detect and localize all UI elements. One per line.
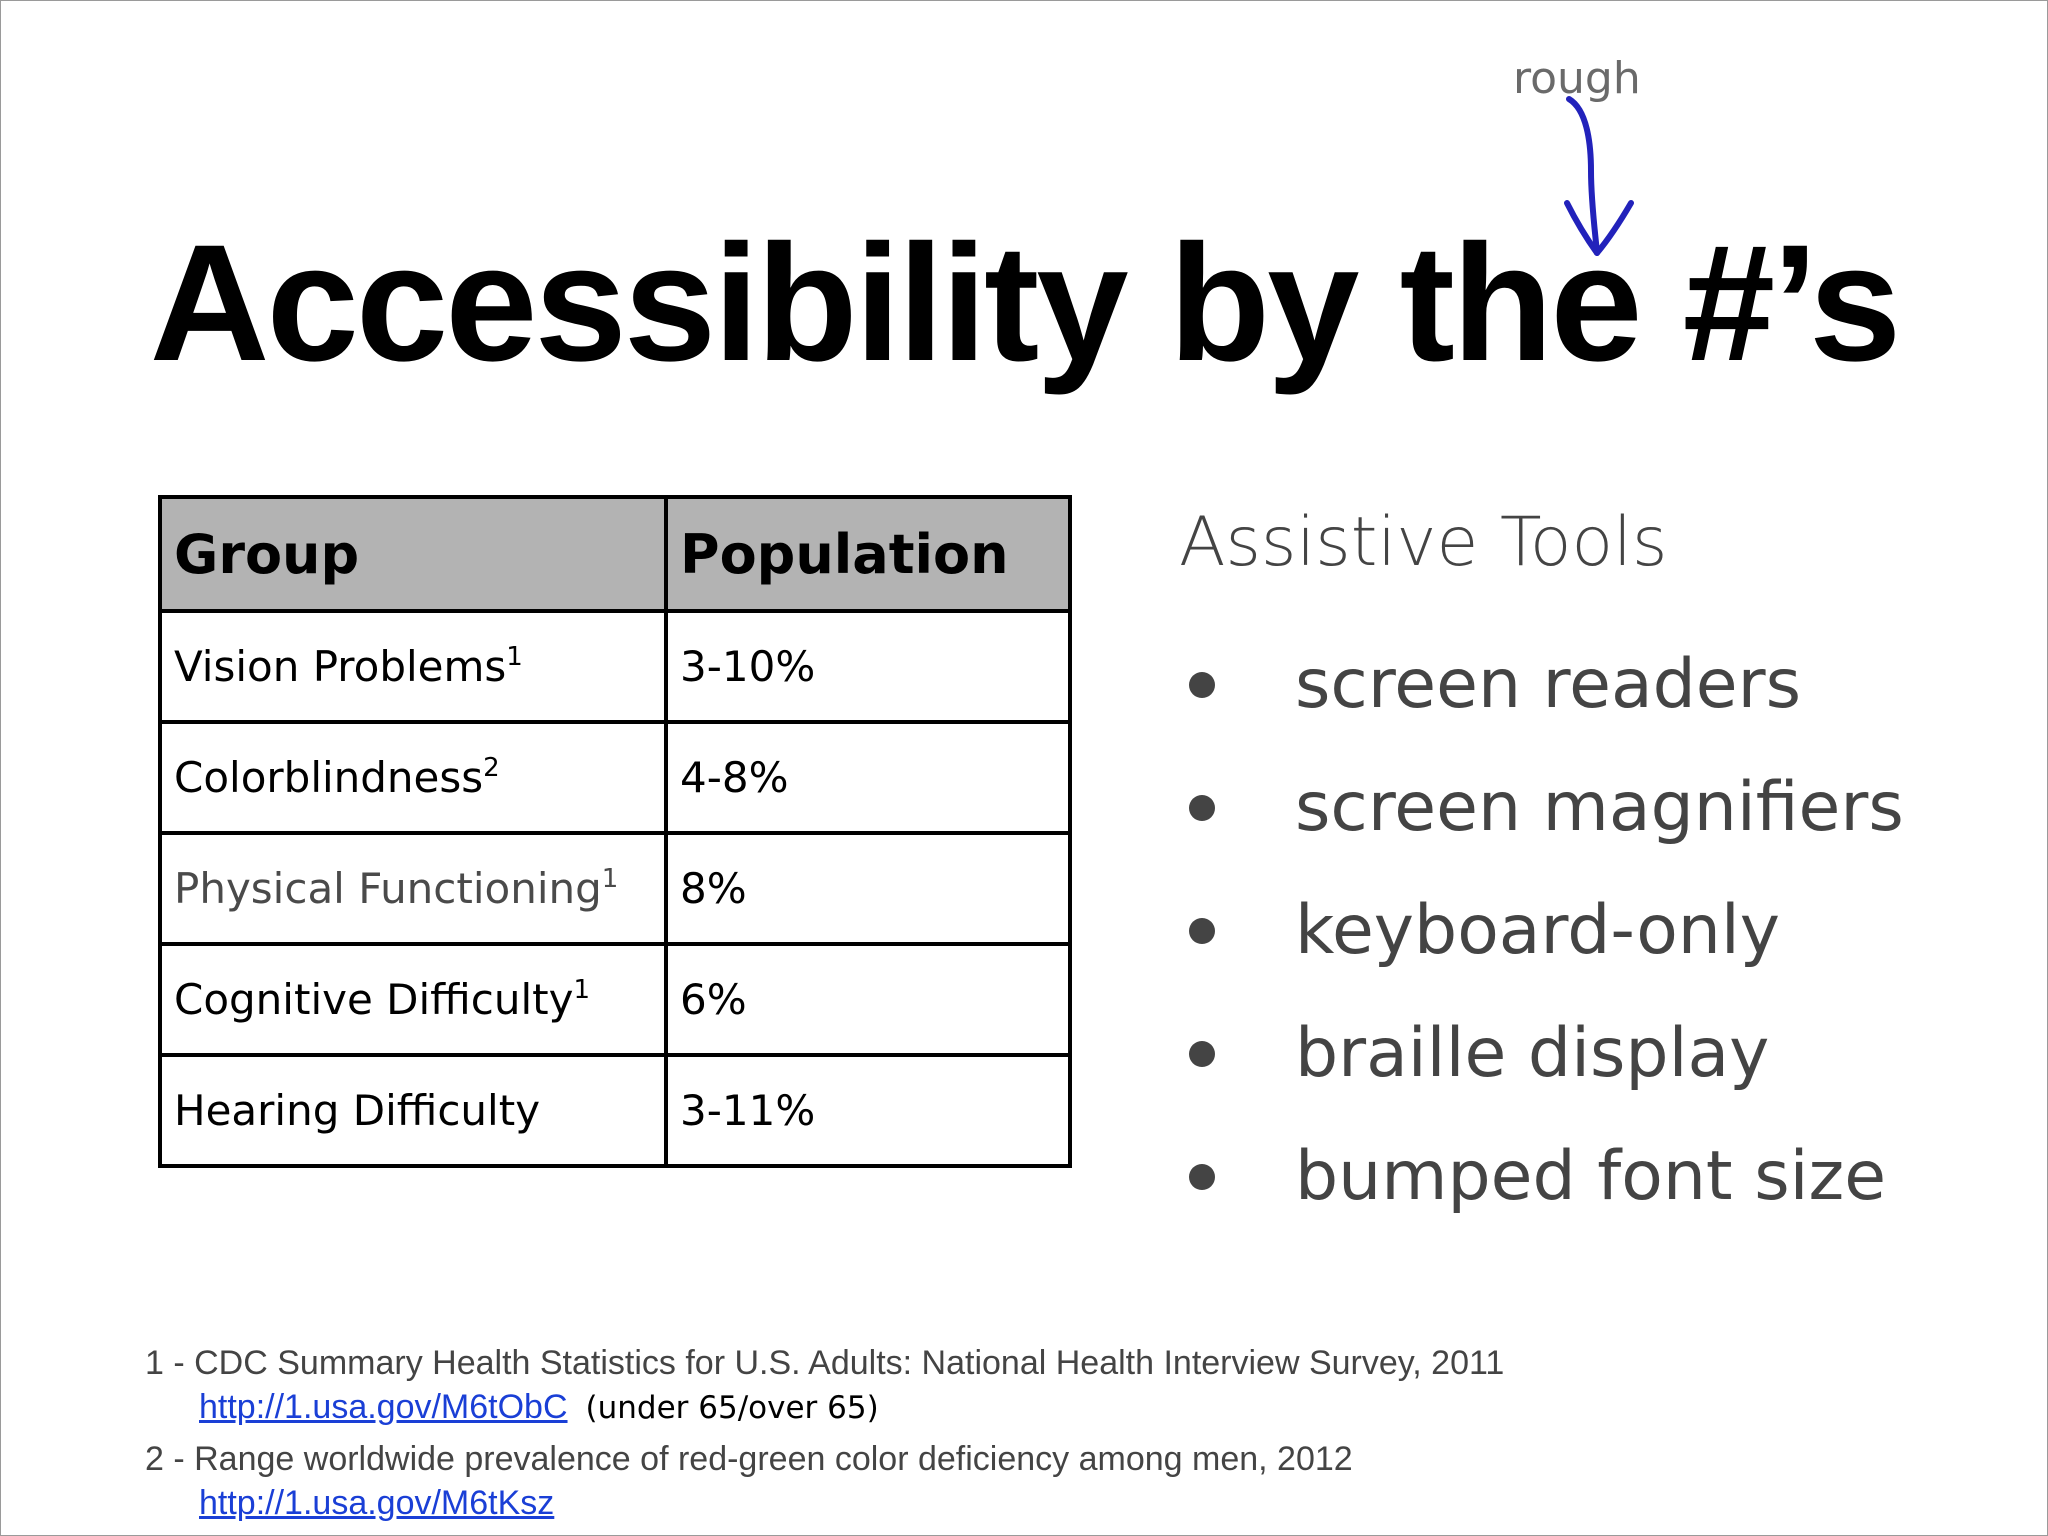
group-cell: [160, 833, 666, 944]
bullet-icon: [1189, 918, 1215, 944]
footnote-2-text: 2 - Range worldwide prevalence of red-green color deficiency among men, 2012: [145, 1440, 1353, 1478]
footnote-2-link[interactable]: http://1.usa.gov/M6tKsz: [199, 1484, 555, 1522]
footnote-1-source: [145, 1385, 1504, 1429]
table-row: [160, 1055, 1070, 1166]
population-cell: 3-11%: [666, 1055, 1070, 1166]
page-title: Accessibility by the #’s: [149, 211, 1899, 396]
footnotes: [145, 1341, 1504, 1525]
table-row: [160, 833, 1070, 944]
group-cell: [160, 944, 666, 1055]
group-cell: [160, 611, 666, 722]
group-label: Vision Problems: [174, 642, 507, 691]
list-item: [1179, 869, 1904, 992]
bullet-icon: [1189, 1041, 1215, 1067]
assistive-tools-list: [1179, 623, 1904, 1238]
group-cell: [160, 722, 666, 833]
group-label: Colorblindness: [174, 753, 484, 802]
population-cell: 4-8%: [666, 722, 1070, 833]
list-item: [1179, 992, 1904, 1115]
population-cell: 8%: [666, 833, 1070, 944]
table-header-row: [160, 497, 1070, 611]
bullet-icon: [1189, 795, 1215, 821]
footnote-1-text: 1 - CDC Summary Health Statistics for U.S. Adults: National Health Interview Survey, 2011: [145, 1344, 1505, 1382]
footnote-1-note: (under 65/over 65): [585, 1390, 879, 1426]
tool-label: bumped font size: [1295, 1137, 1887, 1216]
annotation-rough: rough: [1513, 53, 1641, 104]
table-row: [160, 722, 1070, 833]
bullet-icon: [1189, 1164, 1215, 1190]
footnote-ref: 1: [601, 864, 619, 894]
group-label: Cognitive Difficulty: [174, 975, 574, 1024]
list-item: [1179, 623, 1904, 746]
footnote-ref: 1: [506, 642, 523, 672]
population-cell: 6%: [666, 944, 1070, 1055]
group-label: Hearing Difficulty: [174, 1086, 541, 1135]
population-cell: 3-10%: [666, 611, 1070, 722]
column-header-population: Population: [666, 497, 1070, 611]
list-item: [1179, 746, 1904, 869]
column-header-group: Group: [160, 497, 666, 611]
assistive-tools-heading: Assistive Tools: [1179, 503, 1668, 582]
tool-label: screen readers: [1295, 645, 1802, 724]
tool-label: screen magnifiers: [1295, 768, 1904, 847]
footnote-ref: 2: [483, 753, 500, 783]
table-row: [160, 944, 1070, 1055]
population-table: [158, 495, 1072, 1168]
footnote-1-link[interactable]: http://1.usa.gov/M6tObC: [199, 1388, 568, 1426]
group-cell: [160, 1055, 666, 1166]
footnote-2-source: [145, 1481, 1504, 1525]
table-row: [160, 611, 1070, 722]
tool-label: keyboard-only: [1295, 891, 1781, 970]
list-item: [1179, 1115, 1904, 1238]
footnote-ref: 1: [573, 975, 591, 1005]
group-label: Physical Functioning: [174, 864, 602, 913]
tool-label: braille display: [1295, 1014, 1770, 1093]
bullet-icon: [1189, 672, 1215, 698]
